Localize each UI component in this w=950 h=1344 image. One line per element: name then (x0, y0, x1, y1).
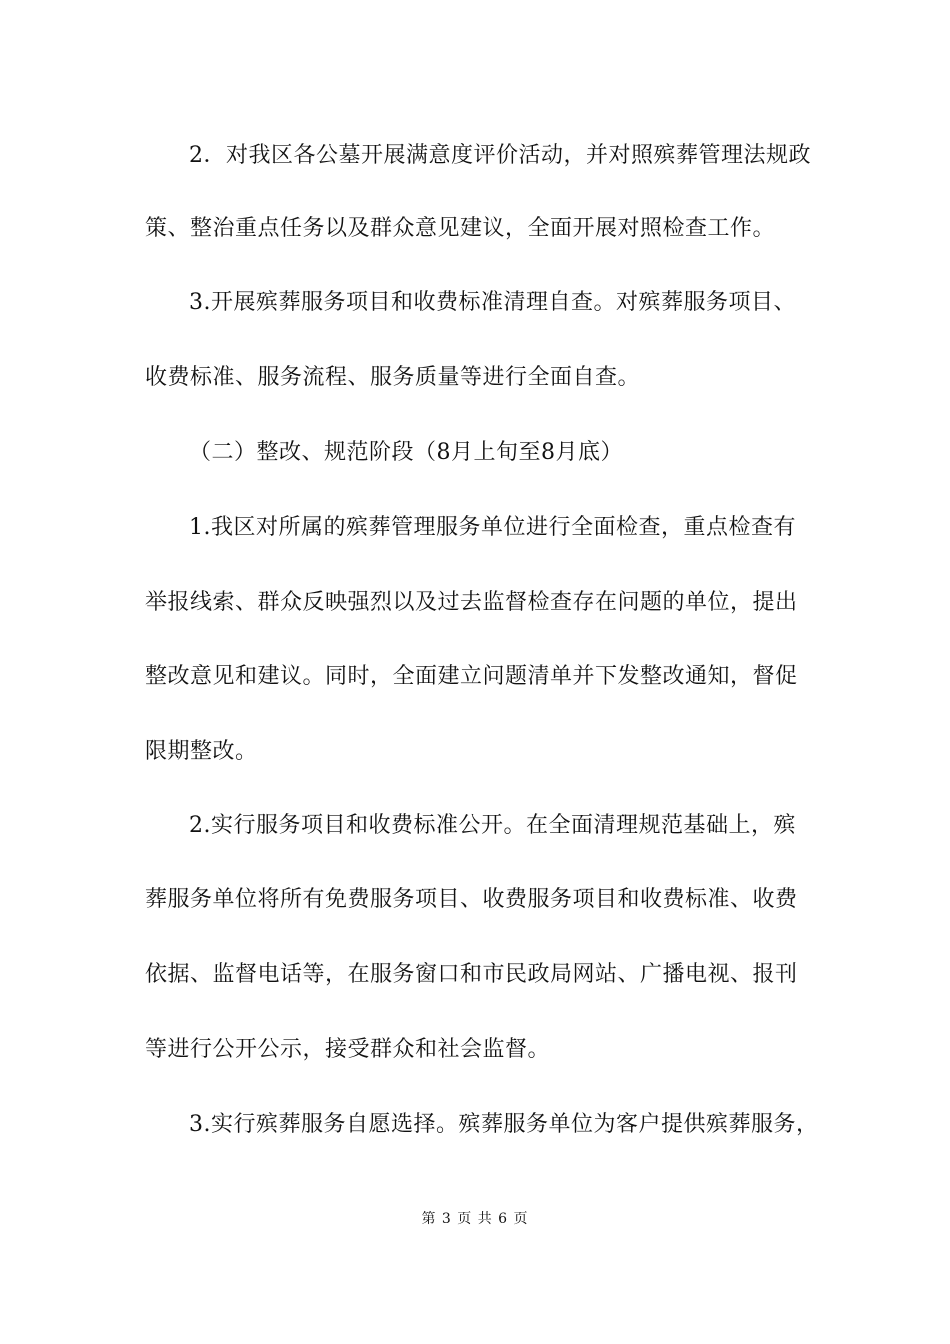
paragraph-line: 3.实行殡葬服务自愿选择。殡葬服务单位为客户提供殡葬服务， (189, 1112, 819, 1137)
paragraph-line: 2.实行服务项目和收费标准公开。在全面清理规范基础上，殡 (189, 813, 796, 838)
paragraph-line: 举报线索、群众反映强烈以及过去监督检查存在问题的单位，提出 (145, 590, 798, 615)
paragraph-line: 依据、监督电话等，在服务窗口和市民政局网站、广播电视、报刊 (145, 962, 798, 987)
paragraph-line: 2．对我区各公墓开展满意度评价活动，并对照殡葬管理法规政 (189, 143, 811, 168)
paragraph-line: 等进行公开公示，接受群众和社会监督。 (145, 1037, 551, 1062)
paragraph-line: 收费标准、服务流程、服务质量等进行全面自查。 (145, 365, 641, 390)
paragraph-line: 限期整改。 (145, 739, 258, 764)
paragraph-line: 整改意见和建议。同时，全面建立问题清单并下发整改通知，督促 (145, 664, 798, 689)
section-heading: （二）整改、规范阶段（8月上旬至8月底） (189, 440, 623, 465)
paragraph-line: 3.开展殡葬服务项目和收费标准清理自查。对殡葬服务项目、 (189, 290, 796, 315)
page-number: 第 3 页 共 6 页 (421, 1211, 529, 1227)
paragraph-line: 1.我区对所属的殡葬管理服务单位进行全面检查，重点检查有 (189, 515, 796, 540)
paragraph-line: 策、整治重点任务以及群众意见建议，全面开展对照检查工作。 (145, 216, 776, 241)
paragraph-line: 葬服务单位将所有免费服务项目、收费服务项目和收费标准、收费 (145, 887, 798, 912)
